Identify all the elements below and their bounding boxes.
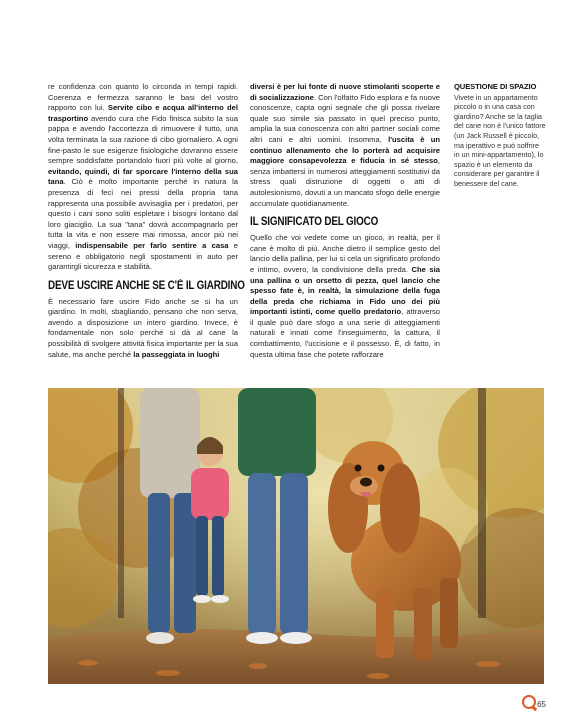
bold-phrase: Che sia una pallina o un orsetto di pezza, quel lancio che spesso fate è, in realtà, la simulazione della fuga della preda che richiama in Fido uno dei più importanti istinti, come quello predatorio [250,264,440,317]
magazine-q-logo-icon [522,695,536,709]
article-column-2 [250,82,440,360]
text-run: , attraverso il quale può dare sfogo a una serie di atteggiamenti naturali e innati come l'inseguimento, la cattura, il combattimento, l'uccisione e il possesso. È, di fatto, in questa ultima fase che potete rafforzare [250,307,441,359]
page-footer [522,695,546,709]
text-run: Quello che voi vedete come un gioco, in realtà, per il cane è molto di più. Anche dietro il semplice gesto del lancio della pallina, per lui si cela un significato profondo e intimo, ovvero, la condivisione della preda. [250,233,440,274]
column-1-paragraph-2 [48,297,238,361]
text-run: , senza imbattersi in numerosi atteggiamenti sostitutivi da stress quali distruzione di oggetti o atti di autolesionismo, dovuti a un mancato sfogo delle energie accumulate quotidianamente. [250,156,440,208]
bold-phrase: la passeggiata in luoghi [133,349,220,359]
bold-phrase: l'uscita è un continuo allenamento che lo porterà ad acquisire maggiore consapevolezza e fiducia in sé stesso [250,134,440,166]
column-2-paragraph-2 [250,233,440,360]
section-heading-gioco: IL SIGNIFICATO DEL GIOCO [250,216,379,229]
bold-phrase: indispensabile per farlo sentire a casa [75,240,229,250]
text-run: . Ciò è molto importante perché in natura la presenza di feci nei pressi della propria tana rappresenta una possibile avvisaglia per i predatori, per questo i cani sono soliti espletare i bisogni lontano dal loro giaciglio. La sua "tana" dovrà accompagnarlo per tutta la vita e non essere mai rimossa, ancor più nei viaggi, [48,177,238,250]
text-run: È necessario fare uscire Fido anche se si ha un giardino. In molti, sbagliando, pensano che non serva, avendo a disposizione un intero giardino. Invece, è fondamentale non solo perché si dà al cane la possibilità di svolgere attività fisica importante per la sua salute, ma anche perché [48,296,238,359]
sidebar-text: Vivete in un appartamento piccolo o in una casa con giardino? Anche se la taglia del cane non è l'unico fattore (un Jack Russell è piccolo, ma iperattivo e può soffrire in un mini-appartamento), lo spazio è un elemento da considerare per garantire il benessere del cane. [454,92,546,188]
sidebar-box [454,82,546,189]
bold-phrase: Servite cibo e acqua all'interno del trasportino [48,103,238,123]
sidebar-title: QUESTIONE DI SPAZIO [454,82,537,91]
column-2-paragraph-1 [250,82,440,209]
page-number: 65 [537,700,546,709]
bold-phrase: diversi è per lui fonte di nuove stimolanti scoperte e di socializzazione [250,82,440,102]
text-run: . Con l'olfatto Fido esplora e fa nuove conoscenze, capta ogni segnale che gli possa rivelare quale suo simile sia passato in quel preciso punto, amplia la sua conoscenza con altri partner sociali come altri cani e altri uomini. Insomma, [250,92,440,144]
article-column-1 [48,82,245,360]
family-with-cocker-spaniel-photo [48,388,544,684]
text-run: avendo cura che Fido finisca subito la sua pappa e avendo l'accortezza di rimuovere il tutto, una volta terminata la sua razione di cibo giornaliero. A ogni fine-pasto le sue esigenze fisiologiche dovranno essere sempre soddisfatte portandolo fuori più volte al giorno, [48,113,238,166]
column-1-paragraph-1 [48,82,238,273]
bold-phrase: evitando, quindi, di far sporcare l'interno della sua tana [48,166,238,187]
section-heading-giardino: DEVE USCIRE ANCHE SE C'È IL GIARDINO [48,279,245,292]
text-run: e sereno e obbligatorio negli spostamenti in auto per garantirgli sicurezza e stabilità. [48,240,239,272]
text-run: re confidenza con quanto lo circonda in tempi rapidi. Coerenza e fermezza saranno le basi del vostro rapporto con lui. [48,82,238,113]
